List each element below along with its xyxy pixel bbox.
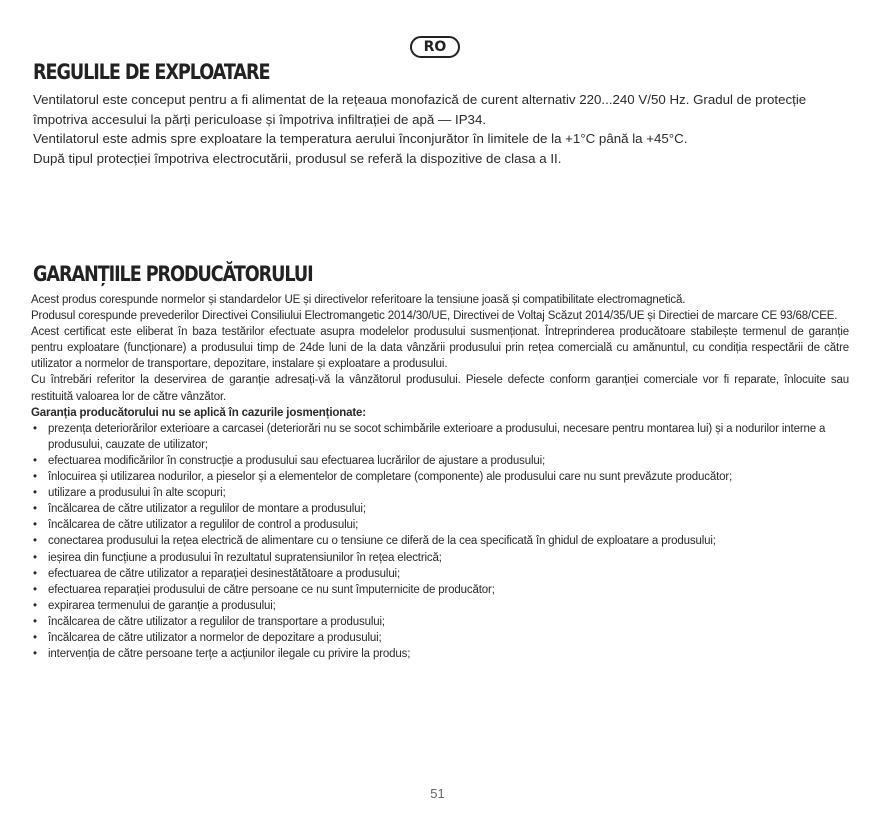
list-item-text: efectuarea de către utilizator a reparației desinestătătoare a produsului; <box>48 567 401 580</box>
bullet-icon: • <box>33 535 37 548</box>
list-item-text: utilizare a produsului în alte scopuri; <box>48 487 226 500</box>
paragraph: Ventilatorul este conceput pentru a fi alimentat de la rețeaua monofazică de curent alternativ 220...240 V/50 Hz. Gradul de protecție împotriva accesului la părți periculoase și împotriva infiltrației de apă — IP34. <box>33 92 807 127</box>
exclusions-title: Garanția producătorului nu se aplică în cazurile josmenționate: <box>31 406 366 419</box>
list-item-text: ieșirea din funcțiune a produsului în rezultatul supratensiunilor în rețea electrică; <box>48 551 442 564</box>
paragraph: Produsul corespunde prevederilor Directivei Consiliului Electromangetic 2014/30/UE, Directivei de Voltaj Scăzut 2014/35/UE și Directiei de marcare CE 93/68/CEE. <box>31 310 838 323</box>
list-item <box>31 646 849 662</box>
warranty-body <box>31 292 849 662</box>
paragraph: Acest produs corespunde normelor și standardelor UE și directivelor referitoare la tensiune joasă și compatibilitate electromagnetică. <box>31 294 686 306</box>
list-item <box>31 630 849 646</box>
list-item <box>31 550 849 566</box>
list-item <box>31 421 849 453</box>
list-item-text: efectuarea modificărilor în construcție a produsului sau efectuarea lucrărilor de ajustare a produsului; <box>48 454 546 467</box>
bullet-icon: • <box>33 599 37 612</box>
list-item <box>31 533 849 549</box>
list-item <box>31 485 849 501</box>
list-item-text: prezența deteriorărilor exterioare a carcasei (deteriorări nu se socot schimbările exterioare a produsului, necesare pentru montarea lui) și a nodurilor interne a produsului, cauzate de utilizator; <box>48 422 826 451</box>
list-item <box>31 598 849 614</box>
list-item-text: încălcarea de către utilizator a regulilor de montare a produsului; <box>48 503 366 516</box>
bullet-icon: • <box>33 551 37 564</box>
bullet-icon: • <box>33 471 37 484</box>
list-item <box>31 453 849 469</box>
section-title-warranty: GARANȚIILE PRODUCĂTORULUI <box>33 262 313 286</box>
bullet-icon: • <box>33 503 37 516</box>
list-item-text: înlocuirea și utilizarea nodurilor, a pieselor și a elementelor de completare (componente) ale produsului care nu sunt prevăzute producător; <box>48 471 733 484</box>
list-item-text: încălcarea de către utilizator a regulilor de transportare a produsului; <box>48 615 385 628</box>
language-badge: RO <box>410 36 460 58</box>
list-item <box>31 614 849 630</box>
bullet-icon: • <box>33 567 37 580</box>
paragraph: Ventilatorul este admis spre exploatare la temperatura aerului înconjurător în limitele de la +1°C până la +45°C. <box>33 131 688 146</box>
bullet-icon: • <box>33 487 37 500</box>
list-item <box>31 517 849 533</box>
list-item <box>31 501 849 517</box>
list-item-text: efectuarea reparației produsului de către persoane ce nu sunt împuternicite de producător; <box>48 583 495 596</box>
page-number: 51 <box>430 786 445 801</box>
bullet-icon: • <box>33 422 37 435</box>
list-item <box>31 566 849 582</box>
exclusions-list <box>31 421 849 662</box>
paragraph: Acest certificat este eliberat în baza testărilor efectuate asupra modelelor produsului susmenționat. Întreprinderea producătoare stabilește termenul de garanție pentru exploatare (funcționare) a produsului timp de 24de luni de la data vânzării produsului prin rețea comercială cu amănuntul, cu condiția respectării de către utilizator a normelor de transportare, depozitare, instalare și exploatare a produsului. <box>31 326 849 371</box>
operating-rules-body <box>33 90 851 168</box>
bullet-icon: • <box>33 631 37 644</box>
bullet-icon: • <box>33 648 37 661</box>
list-item-text: încălcarea de către utilizator a regulilor de control a produsului; <box>48 519 359 532</box>
list-item <box>31 469 849 485</box>
paragraph: Cu întrebări referitor la deservirea de garanție adresați-vă la vânzătorul produsului. Piesele defecte conform garanției comerciale vor fi reparate, înlocuite sau restituită valoarea lor de către vânzător. <box>31 374 849 403</box>
list-item <box>31 582 849 598</box>
paragraph: După tipul protecției împotriva electrocutării, produsul se referă la dispozitive de clasa a II. <box>33 150 562 166</box>
bullet-icon: • <box>33 519 37 532</box>
bullet-icon: • <box>33 615 37 628</box>
bullet-icon: • <box>33 583 37 596</box>
list-item-text: intervenția de către persoane terțe a acțiunilor ilegale cu privire la produs; <box>48 648 411 661</box>
list-item-text: încălcarea de către utilizator a normelor de depozitare a produsului; <box>48 631 382 644</box>
list-item-text: conectarea produsului la rețea electrică de alimentare cu o tensiune ce diferă de la cea specificată în ghidul de exploatare a produsului; <box>48 535 716 548</box>
section-title-operating-rules: REGULILE DE EXPLOATARE <box>33 60 270 84</box>
list-item-text: expirarea termenului de garanție a produsului; <box>48 599 276 612</box>
bullet-icon: • <box>33 454 37 467</box>
